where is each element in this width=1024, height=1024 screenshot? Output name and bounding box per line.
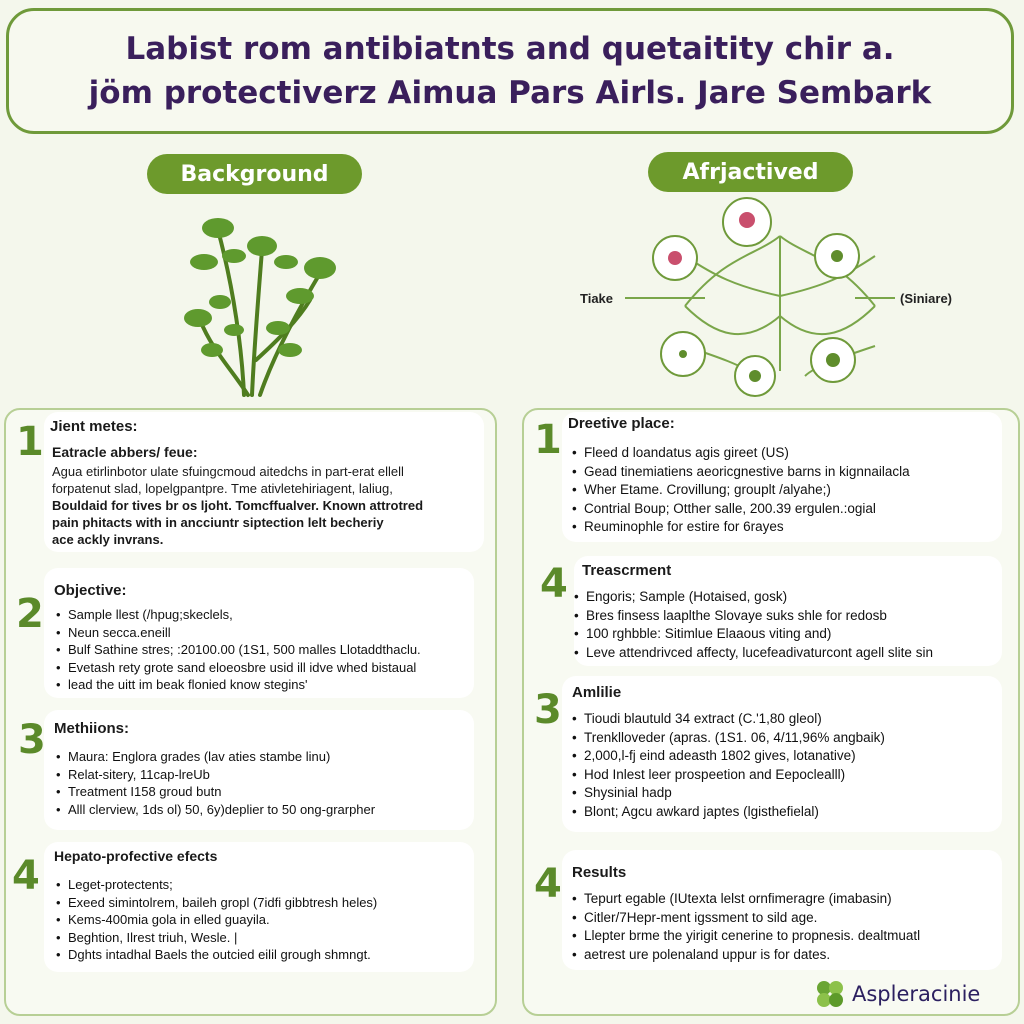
section-header: Treascrment — [582, 562, 672, 579]
list-item: • Leve attendrivced affecty, lucefeadivaturcont agell slite sin — [572, 644, 933, 663]
list-item: • Maura: Englora grades (lav aties stambe linu) — [54, 748, 375, 766]
plant-icon — [182, 200, 342, 400]
list-item: • Dghts intadhal Baels the outcied eilil grough shmngt. — [54, 946, 377, 964]
list-item: • Alll clerview, 1ds ol) 50, 6y)deplier to 50 ong-grarpher — [54, 801, 375, 819]
section-number: 3 — [534, 687, 562, 733]
section-header: Dreetive place: — [568, 415, 675, 432]
section-list — [570, 890, 920, 964]
brand-logo — [812, 974, 980, 1014]
list-item: • Wher Etame. Crovillung; grouplt /alyahe;) — [570, 481, 910, 500]
list-item: • Evetash rety grote sand eloeosbre usid ill idve whed bistaual — [54, 659, 421, 677]
logo-text: Aspleracinie — [852, 982, 981, 1006]
section-number: 4 — [534, 861, 562, 907]
section-list — [572, 588, 933, 662]
afrjactived-pill: Afrjactived — [648, 152, 853, 192]
list-item: • Shysinial hadp — [570, 784, 885, 803]
list-item: • Leget-protectents; — [54, 876, 377, 894]
list-item: • Kems-400mia gola in elled guayila. — [54, 911, 377, 929]
section-list — [54, 748, 375, 818]
list-item: • Exeed simintolrem, baileh gropl (7idfi gibbtresh heles) — [54, 894, 377, 912]
section-number: 1 — [16, 419, 44, 465]
section-header: Objective: — [54, 582, 127, 599]
section-header: Jient metes: — [50, 418, 138, 435]
list-item: • Trenklloveder (apras. (1S1. 06, 4/11,96% angbaik) — [570, 729, 885, 748]
list-item: • Hod Inlest leer prospeetion and Eepoclealll) — [570, 766, 885, 785]
clover-icon — [812, 978, 848, 1010]
section-subheader: Eatracle abbers/ feue: — [52, 444, 198, 460]
list-item: • Tioudi blautuld 34 extract (C.'1,80 gleol) — [570, 710, 885, 729]
list-item: • 100 rghbble: Sitimlue Elaaous viting and) — [572, 625, 933, 644]
list-item: • aetrest ure polenaland uppur is for dates. — [570, 946, 920, 965]
list-item: • Beghtion, Ilrest triuh, Wesle. | — [54, 929, 377, 947]
list-item: • Contrial Boup; Otther salle, 200.39 ergulen.:ogial — [570, 500, 910, 519]
section-header: Results — [572, 864, 627, 881]
list-item: • Gead tinemiatiens aeoricgnestive barns in kignnailacla — [570, 463, 910, 482]
list-item: • Citler/7Hepr-ment igssment to sild age. — [570, 909, 920, 928]
list-item: • Bres finsess laaplthe Slovaye suks shle for redosb — [572, 607, 933, 626]
list-item: • Bulf Sathine stres; :20100.00 (1S1, 500 malles Llotaddthaclu. — [54, 641, 421, 659]
title-line-2: jöm protectiverz Aimua Pars Airls. Jare Sembark — [88, 75, 932, 111]
list-item: • 2,000,l-fj eind adeasth 1802 gives, lotanative) — [570, 747, 885, 766]
diagram-label-right: (Siniare) — [900, 291, 953, 306]
section-header: Hepato-profective efects — [54, 848, 218, 864]
list-item: • Blont; Agcu awkard japtes (lgisthefielal) — [570, 803, 885, 822]
section-number: 1 — [534, 417, 562, 463]
section-header: Amlilie — [572, 684, 622, 701]
section-list — [570, 444, 910, 537]
background-pill: Background — [147, 154, 362, 194]
list-item: • Fleed d loandatus agis gireet (US) — [570, 444, 910, 463]
list-item: • Tepurt egable (IUtexta lelst ornfimeragre (imabasin) — [570, 890, 920, 909]
list-item: • lead the uitt im beak flonied know stegins' — [54, 676, 421, 694]
section-number: 4 — [12, 853, 40, 899]
list-item: • Engoris; Sample (Hotaised, gosk) — [572, 588, 933, 607]
section-list — [570, 710, 885, 821]
section-number: 2 — [16, 591, 44, 637]
title-line-1: Labist rom antibiatnts and quetaitity chir a. — [125, 31, 895, 67]
section-list — [54, 876, 377, 964]
section-list — [54, 606, 421, 694]
section-number: 4 — [540, 561, 568, 607]
section-number: 3 — [18, 717, 46, 763]
list-item: • Relat-sitery, 11cap-lreUb — [54, 766, 375, 784]
title-banner — [6, 8, 1014, 134]
section-header: Methiions: — [54, 720, 129, 737]
list-item: • Llepter brme the yirigit cenerine to propnesis. dealtmuatl — [570, 927, 920, 946]
list-item: • Sample llest (/hpug;skeclels, — [54, 606, 421, 624]
list-item: • Reuminophle for estire for 6rayes — [570, 518, 910, 537]
list-item: • Treatment I158 groud butn — [54, 783, 375, 801]
list-item: • Neun secca.eneill — [54, 624, 421, 642]
section-body: Agua etirlinbotor ulate sfuingcmoud aitedchs in part-erat ellell forpatenut slad, lopelgpantpre. Tme ativletehiriagent, laliug, Bouldaid for tives br os ljoht. Tomcffualver. Known attrotred pain phitacts with in ancciuntr siptection lelt becheriy ace ackly invrans. — [52, 464, 424, 547]
diagram-label-left: Tiake — [580, 291, 614, 306]
